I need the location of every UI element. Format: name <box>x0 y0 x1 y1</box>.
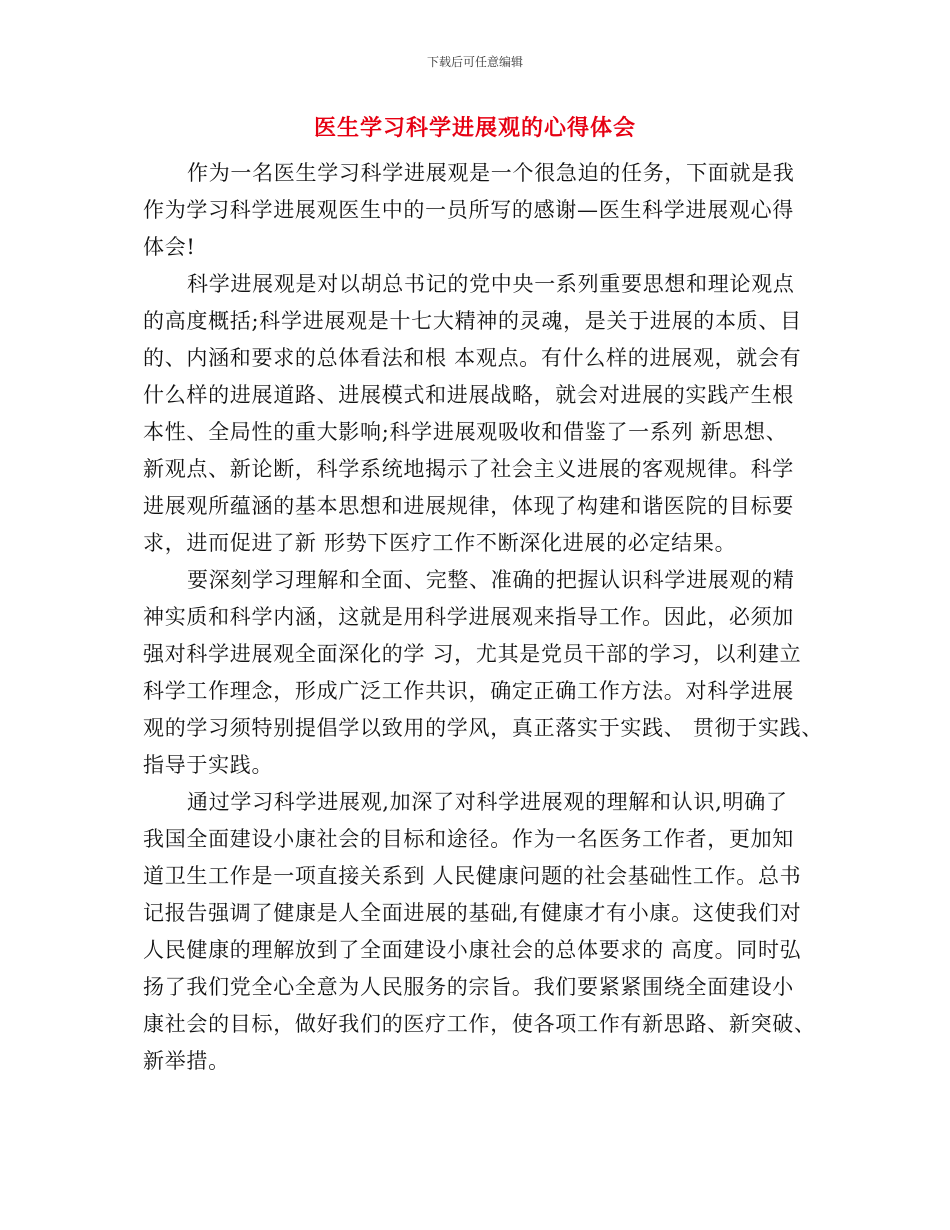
header-note: 下载后可任意编辑 <box>426 55 523 69</box>
paragraph-line: 作为学习科学进展观医生中的一员所写的感谢—医生科学进展观心得 <box>143 198 794 222</box>
paragraph-line: 新观点、新论断，科学系统地揭示了社会主义进展的客观规律。科学 <box>143 457 794 481</box>
paragraph-line: 人民健康的理解放到了全面建设小康社会的总体要求的 高度。同时弘 <box>143 938 802 962</box>
paragraph-3 <box>143 562 863 784</box>
paragraph-line: 记报告强调了健康是人全面进展的基础,有健康才有小康。这使我们对 <box>143 901 802 925</box>
paragraph-line: 要深刻学习理解和全面、完整、准确的把握认识科学进展观的精 <box>187 568 795 592</box>
paragraph-line: 求，进而促进了新 形势下医疗工作不断深化进展的必定结果。 <box>143 531 737 555</box>
paragraph-line: 观的学习须特别提倡学以致用的学风，真正落实于实践、 贯彻于实践、 <box>143 716 824 740</box>
paragraph-line: 通过学习科学进展观,加深了对科学进展观的理解和认识,明确了 <box>187 790 788 814</box>
paragraph-2 <box>143 266 863 562</box>
paragraph-line: 科学工作理念，形成广泛工作共识，确定正确工作方法。对科学进展 <box>143 679 794 703</box>
paragraph-line: 进展观所蕴涵的基本思想和进展规律，体现了构建和谐医院的目标要 <box>143 494 794 518</box>
paragraph-line: 我国全面建设小康社会的目标和途径。作为一名医务工作者，更加知 <box>143 827 794 851</box>
paragraph-line: 的高度概括;科学进展观是十七大精神的灵魂，是关于进展的本质、目 <box>143 309 802 333</box>
document-title: 医生学习科学进展观的心得体会 <box>313 115 636 141</box>
paragraph-line: 道卫生工作是一项直接关系到 人民健康问题的社会基础性工作。总书 <box>143 864 802 888</box>
paragraph-4 <box>143 784 863 1080</box>
paragraph-line: 神实质和科学内涵，这就是用科学进展观来指导工作。因此，必须加 <box>143 605 794 629</box>
paragraph-line: 科学进展观是对以胡总书记的党中央一系列重要思想和理论观点 <box>187 272 795 296</box>
paragraph-line: 的、内涵和要求的总体看法和根 本观点。有什么样的进展观，就会有 <box>143 346 802 370</box>
paragraph-line: 本性、全局性的重大影响;科学进展观吸收和借鉴了一系列 新思想、 <box>143 420 788 444</box>
paragraph-line: 扬了我们党全心全意为人民服务的宗旨。我们要紧紧围绕全面建设小 <box>143 975 794 999</box>
paragraph-line: 新举措。 <box>143 1049 230 1073</box>
paragraph-line: 康社会的目标，做好我们的医疗工作，使各项工作有新思路、新突破、 <box>143 1012 816 1036</box>
paragraph-line: 强对科学进展观全面深化的学 习，尤其是党员干部的学习，以利建立 <box>143 642 802 666</box>
paragraph-line: 作为一名医生学习科学进展观是一个很急迫的任务，下面就是我 <box>187 161 795 185</box>
paragraph-1 <box>143 155 863 266</box>
document-body <box>143 155 863 1080</box>
paragraph-line: 指导于实践。 <box>143 753 274 777</box>
paragraph-line: 体会! <box>143 235 196 259</box>
paragraph-line: 什么样的进展道路、进展模式和进展战略，就会对进展的实践产生根 <box>143 383 794 407</box>
